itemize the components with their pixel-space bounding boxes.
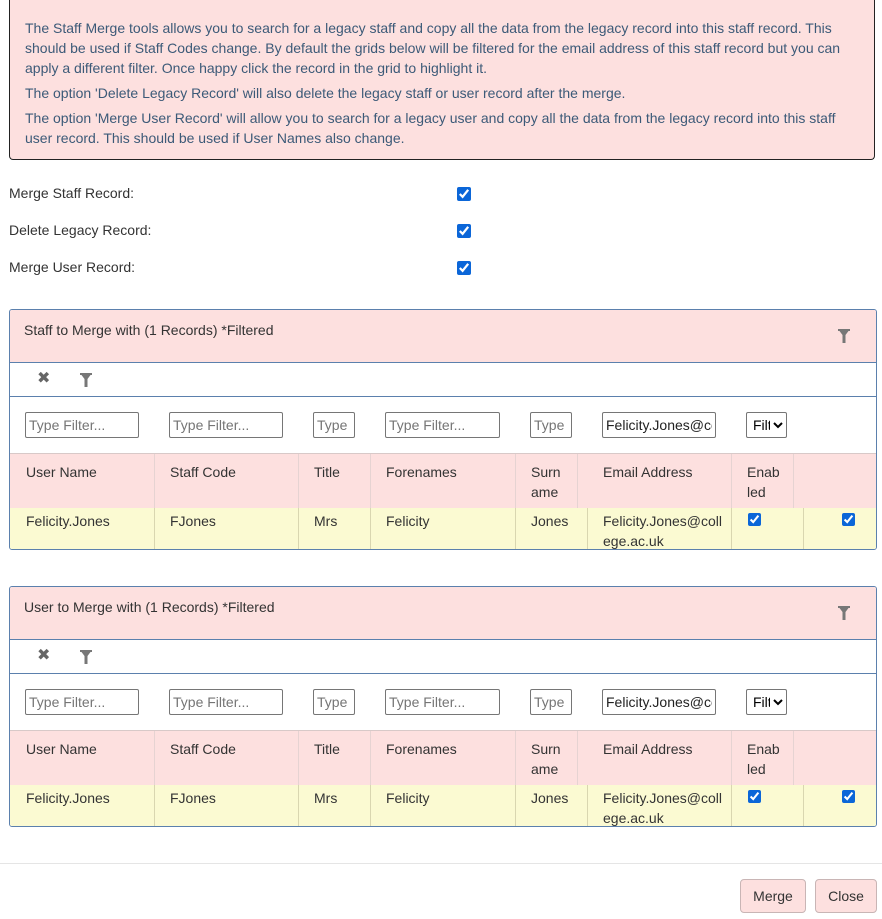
- enabled-filter-select[interactable]: [746, 412, 787, 438]
- enabled-checkbox[interactable]: [748, 790, 761, 803]
- close-button[interactable]: Close: [815, 879, 877, 913]
- forenames-filter-input[interactable]: [385, 689, 500, 715]
- staff-code-filter-input[interactable]: [169, 689, 283, 715]
- merge-staff-record-checkbox[interactable]: [457, 187, 471, 201]
- email-cell: Felicity.Jones@college.ac.uk: [588, 508, 732, 550]
- select-cell: [804, 508, 877, 550]
- row-select-checkbox[interactable]: [842, 790, 855, 803]
- username-cell: Felicity.Jones: [10, 785, 155, 827]
- column-header-email[interactable]: Email Address: [588, 454, 732, 508]
- info-paragraph-1: The Staff Merge tools allows you to search for a legacy staff and copy all the data from the legacy record into this staff record. This should be used if Staff Codes change. By default the grids below will be filtered for the email address of this staff record but you can apply a different filter. Once happy click the record in the grid to highlight it.: [25, 20, 841, 76]
- grid-toolbar: [10, 363, 876, 397]
- surname-cell: Jones: [516, 785, 588, 827]
- email-cell: Felicity.Jones@college.ac.uk: [588, 785, 732, 827]
- title-filter-input[interactable]: [313, 689, 355, 715]
- merge-button[interactable]: Merge: [740, 879, 806, 913]
- column-header-enabled[interactable]: Enab led: [732, 731, 794, 785]
- enabled-cell: [732, 785, 804, 827]
- column-header-username[interactable]: User Name: [10, 731, 155, 785]
- forenames-filter-input[interactable]: [385, 412, 500, 438]
- info-box: [9, 0, 875, 160]
- footer-divider: [0, 863, 882, 864]
- column-header-staff-code[interactable]: Staff Code: [155, 731, 299, 785]
- username-cell: Felicity.Jones: [10, 508, 155, 550]
- table-row[interactable]: [10, 508, 876, 550]
- filter-icon[interactable]: [838, 606, 850, 623]
- filter-icon[interactable]: [80, 373, 92, 390]
- close-icon[interactable]: ✖: [37, 370, 51, 387]
- grid-header: [10, 587, 876, 640]
- user-merge-grid: [9, 586, 877, 827]
- surname-filter-input[interactable]: [530, 412, 572, 438]
- title-cell: Mrs: [299, 785, 371, 827]
- filter-row: [10, 674, 876, 730]
- username-filter-input[interactable]: [25, 412, 139, 438]
- title-cell: Mrs: [299, 508, 371, 550]
- surname-cell: Jones: [516, 508, 588, 550]
- column-header-select: [804, 454, 877, 508]
- grid-title: User to Merge with (1 Records) *Filtered: [24, 599, 275, 615]
- filter-icon[interactable]: [80, 650, 92, 667]
- grid-toolbar: [10, 640, 876, 674]
- enabled-cell: [732, 508, 804, 550]
- info-paragraph-3: The option 'Merge User Record' will allow you to search for a legacy user and copy all the data from the legacy record into this staff user record. This should be used if User Names also change.: [25, 110, 836, 146]
- column-header-select: [804, 731, 877, 785]
- close-icon[interactable]: ✖: [37, 647, 51, 664]
- username-filter-input[interactable]: [25, 689, 139, 715]
- column-header-title[interactable]: Title: [299, 454, 371, 508]
- grid-header: [10, 310, 876, 363]
- staff-code-cell: FJones: [155, 785, 299, 827]
- row-select-checkbox[interactable]: [842, 513, 855, 526]
- column-header-staff-code[interactable]: Staff Code: [155, 454, 299, 508]
- column-header-surname[interactable]: Surn ame: [516, 731, 578, 785]
- enabled-checkbox[interactable]: [748, 513, 761, 526]
- email-filter-input[interactable]: [602, 689, 716, 715]
- column-header-surname[interactable]: Surn ame: [516, 454, 578, 508]
- staff-merge-grid: [9, 309, 877, 550]
- table-row[interactable]: [10, 785, 876, 827]
- delete-legacy-record-label: Delete Legacy Record:: [9, 222, 152, 238]
- info-paragraph-2: The option 'Delete Legacy Record' will also delete the legacy staff or user record after the merge.: [25, 85, 626, 101]
- select-cell: [804, 785, 877, 827]
- title-filter-input[interactable]: [313, 412, 355, 438]
- merge-user-record-checkbox[interactable]: [457, 261, 471, 275]
- merge-user-record-label: Merge User Record:: [9, 259, 136, 275]
- column-header-enabled[interactable]: Enab led: [732, 454, 794, 508]
- forenames-cell: Felicity: [371, 785, 516, 827]
- filter-row: [10, 397, 876, 453]
- staff-code-cell: FJones: [155, 508, 299, 550]
- column-header-row: [10, 453, 876, 509]
- staff-code-filter-input[interactable]: [169, 412, 283, 438]
- column-header-row: [10, 730, 876, 786]
- grid-title: Staff to Merge with (1 Records) *Filtered: [24, 322, 274, 338]
- column-header-forenames[interactable]: Forenames: [371, 454, 516, 508]
- filter-icon[interactable]: [838, 329, 850, 346]
- column-header-username[interactable]: User Name: [10, 454, 155, 508]
- enabled-filter-select[interactable]: [746, 689, 787, 715]
- column-header-forenames[interactable]: Forenames: [371, 731, 516, 785]
- forenames-cell: Felicity: [371, 508, 516, 550]
- email-filter-input[interactable]: [602, 412, 716, 438]
- column-header-email[interactable]: Email Address: [588, 731, 732, 785]
- merge-staff-record-label: Merge Staff Record:: [9, 185, 135, 201]
- column-header-title[interactable]: Title: [299, 731, 371, 785]
- surname-filter-input[interactable]: [530, 689, 572, 715]
- delete-legacy-record-checkbox[interactable]: [457, 224, 471, 238]
